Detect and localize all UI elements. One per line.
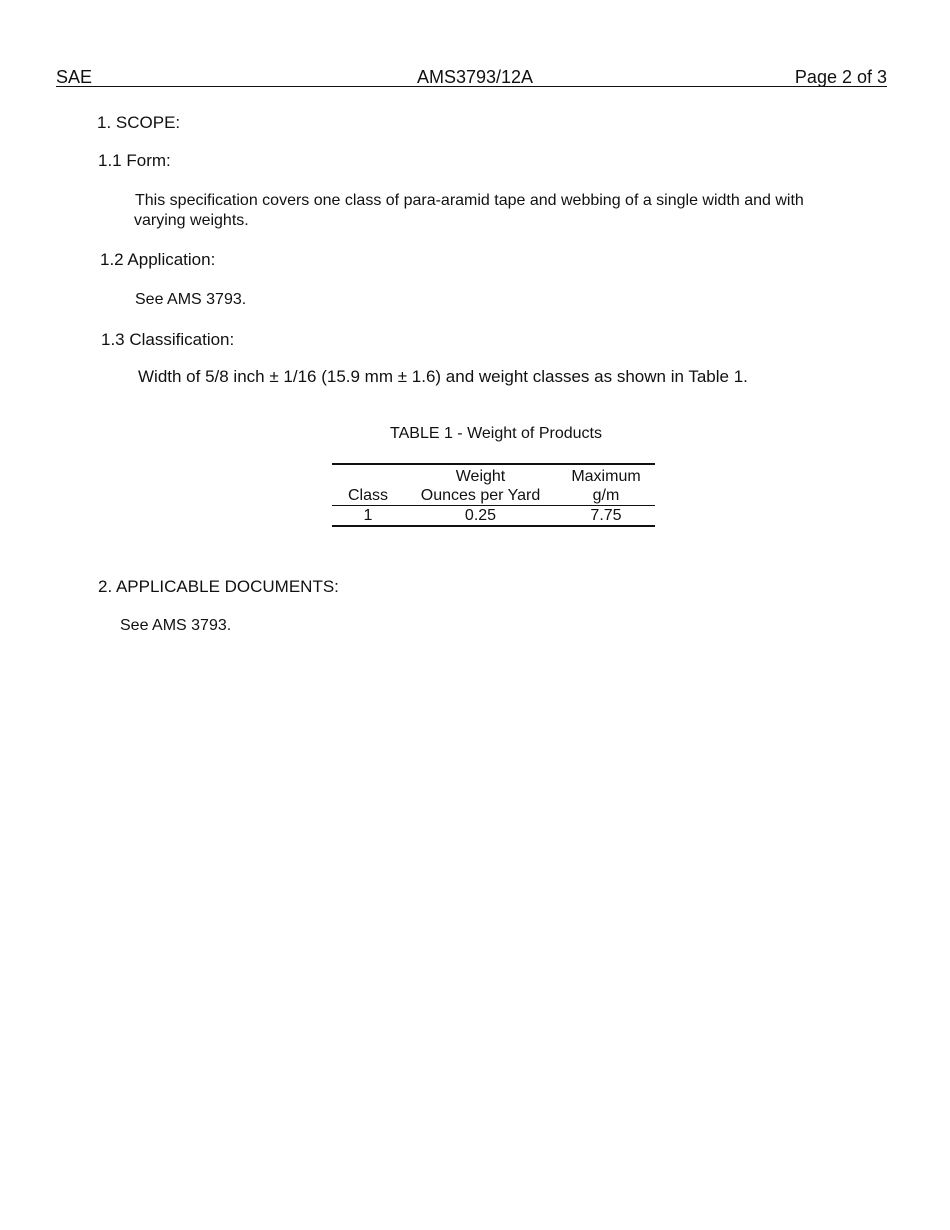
table-header-cell: Maximum [557,464,655,486]
table-header-cell [332,464,404,486]
section-1-2-body: See AMS 3793. [135,291,247,308]
header-rule [56,86,887,87]
table-header-cell: Ounces per Yard [404,486,557,506]
table-header-row-2 [332,486,655,506]
section-1-heading: 1. SCOPE: [97,113,181,132]
section-1-1-body-line2: varying weights. [134,212,249,229]
header-org: SAE [56,67,93,87]
section-1-1-body-line1: This specification covers one class of para-aramid tape and webbing of a single width and with [135,192,804,209]
table-caption: TABLE 1 - Weight of Products [390,425,602,442]
section-1-3-heading: 1.3 Classification: [101,330,235,349]
section-2-body: See AMS 3793. [120,617,232,634]
header-doc-number-text: AMS3793/12A [416,67,534,87]
header-page-number: Page 2 of 3 [794,67,887,87]
table-cell: 0.25 [404,506,557,527]
table-header-cell: Weight [404,464,557,486]
table-header-row-1 [332,464,655,486]
table-header-cell: g/m [557,486,655,506]
section-1-1-heading: 1.1 Form: [98,151,171,170]
table-header-cell: Class [332,486,404,506]
section-1-2-heading: 1.2 Application: [100,250,216,269]
table-cell: 7.75 [557,506,655,527]
section-2-heading: 2. APPLICABLE DOCUMENTS: [98,577,339,596]
table-cell: 1 [332,506,404,527]
weight-table [332,463,655,527]
section-1-3-body: Width of 5/8 inch ± 1/16 (15.9 mm ± 1.6) and weight classes as shown in Table 1. [138,367,748,386]
table-row [332,506,655,527]
